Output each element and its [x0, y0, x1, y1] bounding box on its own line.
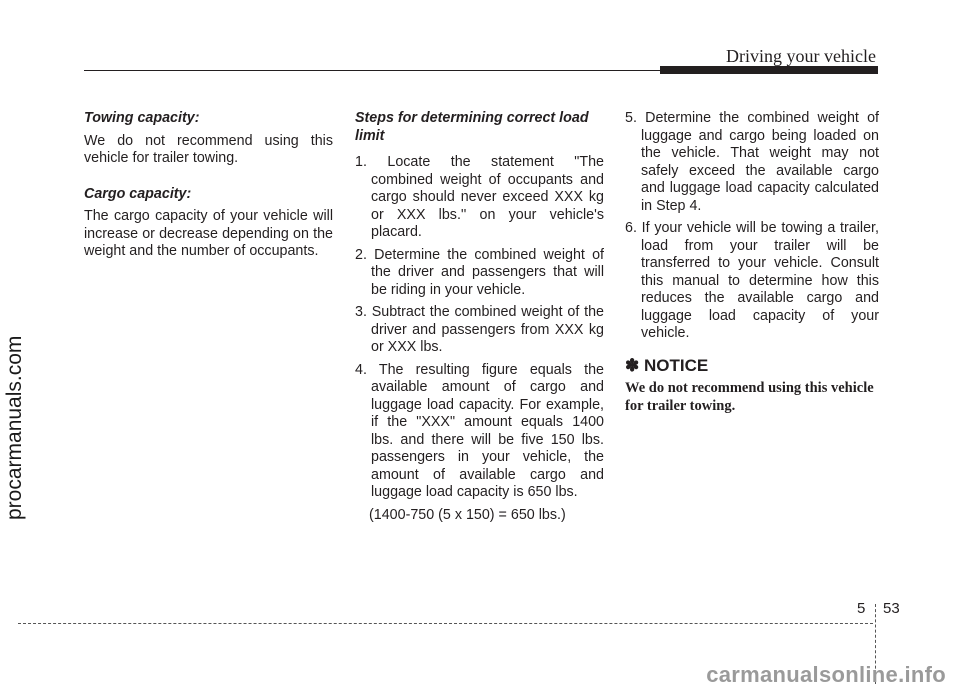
- step-item: 1. Locate the statement "The combined weight of occupants and cargo should never exceed XXX kg or XXX lbs.'' on your vehicle's placard.: [355, 154, 604, 240]
- notice-title: NOTICE: [643, 355, 709, 375]
- step-item: 3. Subtract the combined weight of the driver and passengers from XXX kg or XXX lbs.: [355, 304, 604, 355]
- load-limit-heading: Steps for determining correct load limit: [355, 110, 589, 144]
- notice-text: We do not recommend using this vehicle for trailer towing.: [625, 380, 874, 414]
- notice-heading: [625, 357, 879, 375]
- footer-rule: [18, 623, 873, 624]
- load-limit-steps-continued: [625, 110, 879, 343]
- chapter-number: 5: [857, 600, 866, 617]
- column-3: [625, 110, 879, 415]
- running-header: Driving your vehicle: [726, 46, 876, 66]
- example-formula: (1400-750 (5 x 150) = 650 lbs.): [369, 506, 566, 523]
- cargo-capacity-text: The cargo capacity of your vehicle will increase or decrease depending on the weight and the number of occupants.: [84, 208, 333, 259]
- step-item: 2. Determine the combined weight of the driver and passengers that will be riding in your vehicle.: [355, 246, 604, 298]
- step-item: 4. The resulting figure equals the available amount of cargo and luggage load capacity. For example, if the "XXX" amount equals 1400 lbs. and there will be five 150 lbs. passengers in your vehicle, the amount of available cargo and luggage load capacity is 650 lbs.: [355, 361, 604, 500]
- towing-capacity-heading: Towing capacity:: [84, 110, 200, 126]
- load-limit-steps: [355, 154, 604, 502]
- side-watermark: procarmanuals.com: [3, 335, 26, 520]
- step-item: 6. If your vehicle will be towing a trailer, load from your trailer will be transferred to your vehicle. Consult this manual to determine how this reduces the available cargo and luggage load capacity of your vehicle.: [625, 220, 879, 341]
- bottom-watermark: carmanualsonline.info: [706, 662, 946, 687]
- page-number: 53: [883, 600, 900, 617]
- notice-icon: ✽: [625, 355, 640, 375]
- column-2: [355, 110, 604, 524]
- towing-capacity-text: We do not recommend using this vehicle for trailer towing.: [84, 132, 333, 166]
- column-1: [84, 110, 333, 279]
- header-rule-thick: [660, 66, 878, 74]
- header-rule: [84, 70, 662, 71]
- cargo-capacity-heading: Cargo capacity:: [84, 185, 192, 202]
- step-item: 5. Determine the combined weight of luggage and cargo being loaded on the vehicle. That weight may not safely exceed the available cargo and luggage load capacity calculated in Step 4.: [625, 110, 879, 214]
